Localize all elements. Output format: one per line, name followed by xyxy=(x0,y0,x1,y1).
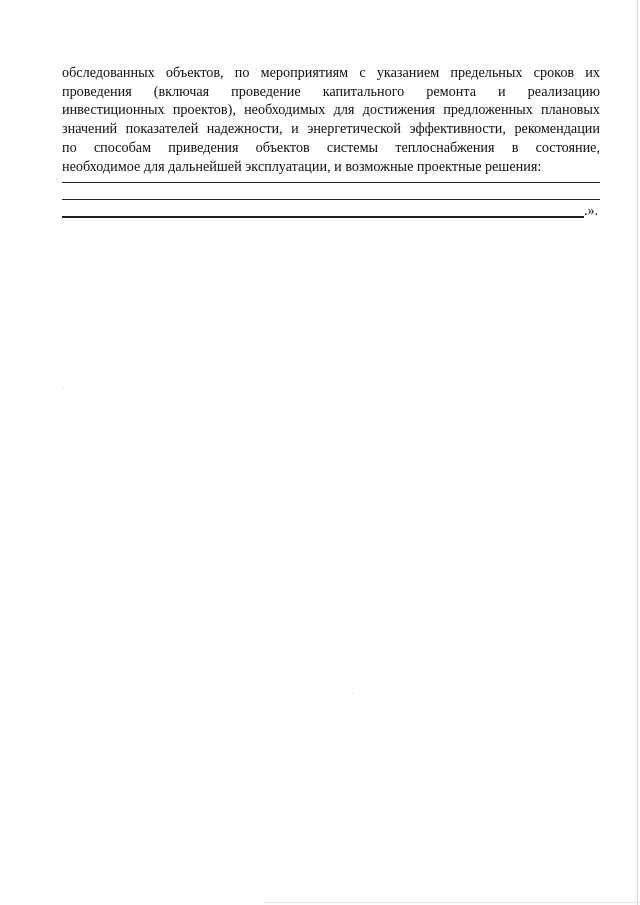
scan-speck xyxy=(62,387,63,388)
page-edge-right xyxy=(637,0,638,905)
paragraph-line: инвестиционных проектов), необходимых для достижения предложенных плановых xyxy=(62,102,600,119)
paragraph-line: проведения (включая проведение капитального ремонта и реализацию xyxy=(62,83,600,100)
paragraph-line: обследованных объектов, по мероприятиям с указанием предельных сроков их xyxy=(62,65,600,81)
fill-in-blank-line xyxy=(62,182,600,183)
fill-in-blank-line xyxy=(62,216,584,218)
page-edge-bottom xyxy=(265,902,640,903)
body-paragraph xyxy=(62,64,600,176)
scan-speck xyxy=(352,693,353,694)
paragraph-line: значений показателей надежности, и энергетической эффективности, рекомендации xyxy=(62,121,600,138)
fill-in-blank-line xyxy=(62,199,600,200)
paragraph-line: необходимое для дальнейшей эксплуатации, и возможные проектные решения: xyxy=(62,158,542,175)
paragraph-line: по способам приведения объектов системы теплоснабжения в состояние, xyxy=(62,139,600,156)
closing-quote-mark: .». xyxy=(584,203,599,219)
